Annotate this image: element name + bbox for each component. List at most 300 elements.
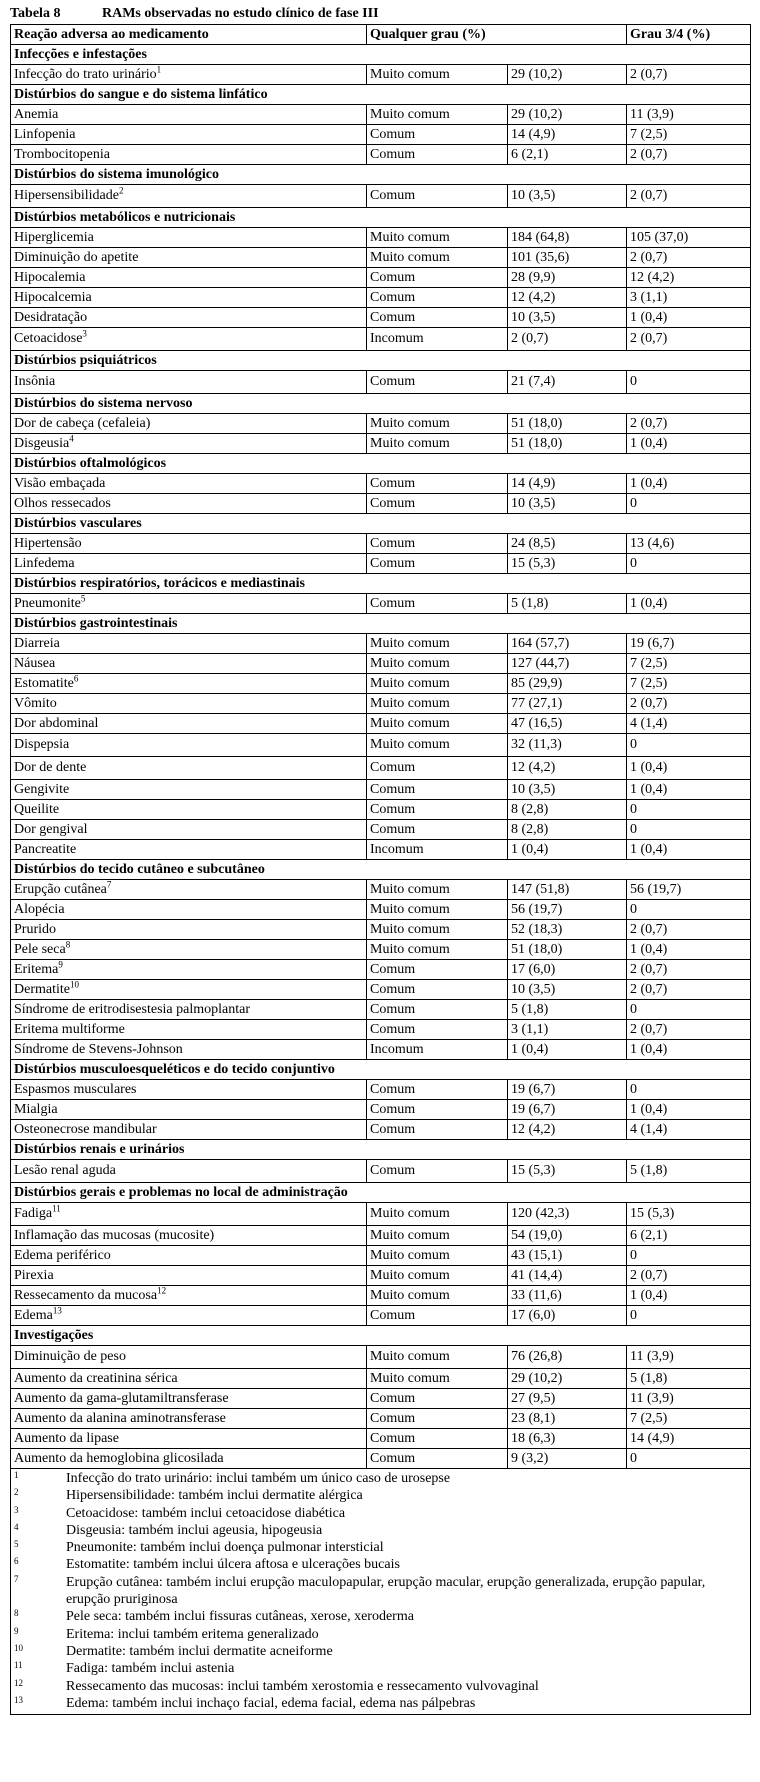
reaction-name: Hipocalcemia [14, 289, 92, 305]
reaction-cell [11, 594, 367, 614]
reaction-cell [11, 1040, 367, 1060]
reaction-name: Edema periférico [14, 1247, 111, 1263]
footnote [14, 1695, 747, 1712]
frequency-cell: Incomum [367, 1040, 508, 1060]
table-row [11, 1040, 751, 1060]
footnote-ref: 4 [69, 433, 74, 443]
any-grade-cell: 29 (10,2) [508, 105, 627, 125]
footnote [14, 1470, 747, 1487]
table-row [11, 757, 751, 780]
frequency-cell: Muito comum [367, 248, 508, 268]
frequency-cell: Muito comum [367, 1246, 508, 1266]
table-caption [10, 4, 760, 24]
section-row [11, 165, 751, 185]
section-row [11, 1326, 751, 1346]
grade-3-4-cell: 0 [627, 820, 751, 840]
footnote-number: 1 [14, 1470, 19, 1480]
footnote [14, 1660, 747, 1677]
reaction-name: Diarreia [14, 635, 60, 651]
table-row [11, 820, 751, 840]
grade-3-4-cell: 2 (0,7) [627, 1266, 751, 1286]
frequency-cell: Comum [367, 1389, 508, 1409]
reaction-cell [11, 654, 367, 674]
reaction-cell [11, 734, 367, 757]
frequency-cell: Comum [367, 594, 508, 614]
reaction-cell [11, 474, 367, 494]
frequency-cell: Muito comum [367, 734, 508, 757]
reaction-cell [11, 757, 367, 780]
reaction-cell [11, 1409, 367, 1429]
frequency-cell: Comum [367, 288, 508, 308]
header-reaction: Reação adversa ao medicamento [11, 25, 367, 45]
reaction-name: Eritema [14, 961, 59, 977]
footnote-text: Hipersensibilidade: também inclui dermatite alérgica [66, 1488, 363, 1504]
grade-3-4-cell: 7 (2,5) [627, 674, 751, 694]
frequency-cell: Comum [367, 494, 508, 514]
table-row [11, 434, 751, 454]
grade-3-4-cell: 13 (4,6) [627, 534, 751, 554]
reaction-name: Vômito [14, 695, 57, 711]
grade-3-4-cell: 7 (2,5) [627, 1409, 751, 1429]
grade-3-4-cell: 0 [627, 494, 751, 514]
frequency-cell: Comum [367, 1449, 508, 1469]
reaction-name: Gengivite [14, 781, 70, 797]
any-grade-cell: 5 (1,8) [508, 1000, 627, 1020]
table-row [11, 65, 751, 85]
footnote-text: Eritema: inclui também eritema generalizado [66, 1626, 319, 1642]
reaction-name: Insônia [14, 374, 56, 389]
any-grade-cell: 10 (3,5) [508, 780, 627, 800]
table-row [11, 1246, 751, 1266]
reaction-cell [11, 185, 367, 208]
grade-3-4-cell: 0 [627, 734, 751, 757]
grade-3-4-cell: 1 (0,4) [627, 308, 751, 328]
table-row [11, 534, 751, 554]
table-row [11, 1369, 751, 1389]
any-grade-cell: 10 (3,5) [508, 308, 627, 328]
footnote-text: Fadiga: também inclui astenia [66, 1661, 235, 1677]
reaction-cell [11, 1306, 367, 1326]
any-grade-cell: 51 (18,0) [508, 414, 627, 434]
reaction-cell [11, 125, 367, 145]
reaction-name: Cetoacidose [14, 331, 83, 346]
reaction-cell [11, 534, 367, 554]
reaction-cell [11, 1160, 367, 1183]
any-grade-cell: 14 (4,9) [508, 474, 627, 494]
table-row [11, 1429, 751, 1449]
table-row [11, 1000, 751, 1020]
frequency-cell: Muito comum [367, 940, 508, 960]
table-row [11, 714, 751, 734]
frequency-cell: Comum [367, 1120, 508, 1140]
reaction-cell [11, 980, 367, 1000]
reaction-cell [11, 1100, 367, 1120]
table-row [11, 880, 751, 900]
reaction-cell [11, 960, 367, 980]
reaction-name: Espasmos musculares [14, 1081, 137, 1097]
reaction-cell [11, 674, 367, 694]
reaction-name: Anemia [14, 106, 59, 122]
any-grade-cell: 147 (51,8) [508, 880, 627, 900]
reaction-cell [11, 694, 367, 714]
footnote-text: Edema: também inclui inchaço facial, edema facial, edema nas pálpebras [66, 1695, 476, 1711]
frequency-cell: Comum [367, 371, 508, 394]
any-grade-cell: 8 (2,8) [508, 800, 627, 820]
reaction-cell [11, 371, 367, 394]
header-any-grade: Qualquer grau (%) [367, 25, 627, 45]
reaction-name: Alopécia [14, 901, 65, 917]
reaction-cell [11, 1080, 367, 1100]
frequency-cell: Comum [367, 757, 508, 780]
any-grade-cell: 184 (64,8) [508, 228, 627, 248]
table-row [11, 494, 751, 514]
table-row [11, 840, 751, 860]
footnote-text: Ressecamento das mucosas: inclui também xerostomia e ressecamento vulvovaginal [66, 1678, 539, 1694]
frequency-cell: Comum [367, 1429, 508, 1449]
footnote [14, 1626, 747, 1643]
grade-3-4-cell: 2 (0,7) [627, 248, 751, 268]
reaction-name: Diminuição de peso [14, 1349, 126, 1364]
section-row [11, 394, 751, 414]
footnote-text: Cetoacidose: também inclui cetoacidose diabética [66, 1505, 346, 1521]
grade-3-4-cell: 7 (2,5) [627, 654, 751, 674]
reaction-name: Fadiga [14, 1206, 53, 1221]
reaction-name: Osteonecrose mandibular [14, 1121, 157, 1137]
grade-3-4-cell: 1 (0,4) [627, 1286, 751, 1306]
table-row [11, 328, 751, 351]
any-grade-cell: 41 (14,4) [508, 1266, 627, 1286]
table-row [11, 308, 751, 328]
frequency-cell: Incomum [367, 328, 508, 351]
section-title: Distúrbios do sangue e do sistema linfático [11, 85, 751, 105]
frequency-cell: Muito comum [367, 694, 508, 714]
grade-3-4-cell: 2 (0,7) [627, 65, 751, 85]
footnote-ref: 12 [157, 1285, 167, 1295]
any-grade-cell: 12 (4,2) [508, 288, 627, 308]
footnote [14, 1505, 747, 1522]
section-row [11, 454, 751, 474]
footnote-number: 4 [14, 1521, 19, 1532]
reaction-name: Estomatite [14, 675, 74, 691]
table-row [11, 228, 751, 248]
reaction-cell [11, 820, 367, 840]
footnote-number: 8 [14, 1608, 19, 1619]
section-row [11, 1060, 751, 1080]
table-row [11, 694, 751, 714]
frequency-cell: Comum [367, 1160, 508, 1183]
reaction-name: Prurido [14, 921, 56, 937]
grade-3-4-cell: 2 (0,7) [627, 328, 751, 351]
any-grade-cell: 15 (5,3) [508, 554, 627, 574]
reaction-cell [11, 920, 367, 940]
any-grade-cell: 1 (0,4) [508, 840, 627, 860]
footnote-ref: 1 [156, 64, 162, 74]
reaction-cell [11, 308, 367, 328]
grade-3-4-cell: 2 (0,7) [627, 414, 751, 434]
reaction-cell [11, 414, 367, 434]
table-row [11, 1346, 751, 1369]
any-grade-cell: 76 (26,8) [508, 1346, 627, 1369]
reaction-cell [11, 65, 367, 85]
frequency-cell: Muito comum [367, 105, 508, 125]
table-row [11, 594, 751, 614]
grade-3-4-cell: 1 (0,4) [627, 594, 751, 614]
frequency-cell: Muito comum [367, 1266, 508, 1286]
table-row [11, 1080, 751, 1100]
table-row [11, 1203, 751, 1226]
reaction-cell [11, 1226, 367, 1246]
footnote-text: Disgeusia: também inclui ageusia, hipogeusia [66, 1522, 323, 1538]
table-row [11, 248, 751, 268]
grade-3-4-cell: 2 (0,7) [627, 980, 751, 1000]
frequency-cell: Comum [367, 1306, 508, 1326]
any-grade-cell: 54 (19,0) [508, 1226, 627, 1246]
grade-3-4-cell: 6 (2,1) [627, 1226, 751, 1246]
frequency-cell: Muito comum [367, 65, 508, 85]
frequency-cell: Muito comum [367, 880, 508, 900]
adverse-reactions-table [10, 24, 751, 1715]
reaction-cell [11, 1000, 367, 1020]
footnotes-row [11, 1469, 751, 1715]
reaction-name: Aumento da lipase [14, 1430, 119, 1446]
table-row [11, 1226, 751, 1246]
any-grade-cell: 29 (10,2) [508, 1369, 627, 1389]
section-title: Distúrbios respiratórios, torácicos e mediastinais [11, 574, 751, 594]
grade-3-4-cell: 7 (2,5) [627, 125, 751, 145]
table-row [11, 145, 751, 165]
section-title: Distúrbios gastrointestinais [11, 614, 751, 634]
footnote-number: 6 [14, 1556, 19, 1567]
footnote-ref: 13 [52, 1305, 62, 1315]
footnote-ref: 2 [118, 185, 124, 196]
reaction-name: Dispepsia [14, 737, 70, 752]
grade-3-4-cell: 1 (0,4) [627, 1100, 751, 1120]
section-title: Distúrbios metabólicos e nutricionais [11, 208, 751, 228]
frequency-cell: Muito comum [367, 434, 508, 454]
reaction-name: Síndrome de eritrodisestesia palmoplantar [14, 1001, 250, 1017]
any-grade-cell: 9 (3,2) [508, 1449, 627, 1469]
grade-3-4-cell: 0 [627, 1306, 751, 1326]
reaction-name: Dermatite [14, 981, 70, 997]
footnote-number: 2 [14, 1487, 19, 1498]
table-row [11, 1266, 751, 1286]
grade-3-4-cell: 0 [627, 1449, 751, 1469]
reaction-name: Ressecamento da mucosa [14, 1287, 158, 1303]
any-grade-cell: 5 (1,8) [508, 594, 627, 614]
reaction-cell [11, 1449, 367, 1469]
footnote [14, 1556, 747, 1573]
reaction-name: Olhos ressecados [14, 495, 111, 511]
frequency-cell: Muito comum [367, 228, 508, 248]
reaction-cell [11, 434, 367, 454]
any-grade-cell: 24 (8,5) [508, 534, 627, 554]
grade-3-4-cell: 1 (0,4) [627, 940, 751, 960]
any-grade-cell: 10 (3,5) [508, 185, 627, 208]
grade-3-4-cell: 0 [627, 371, 751, 394]
reaction-cell [11, 714, 367, 734]
reaction-name: Edema [14, 1307, 53, 1323]
grade-3-4-cell: 1 (0,4) [627, 434, 751, 454]
frequency-cell: Muito comum [367, 1203, 508, 1226]
any-grade-cell: 27 (9,5) [508, 1389, 627, 1409]
footnote-text: Pele seca: também inclui fissuras cutâneas, xerose, xeroderma [66, 1609, 414, 1625]
grade-3-4-cell: 11 (3,9) [627, 1346, 751, 1369]
reaction-name: Dor de cabeça (cefaleia) [14, 415, 151, 431]
reaction-cell [11, 840, 367, 860]
section-row [11, 85, 751, 105]
footnote-ref: 3 [82, 328, 87, 339]
table-row [11, 1160, 751, 1183]
reaction-name: Visão embaçada [14, 475, 106, 491]
reaction-cell [11, 634, 367, 654]
footnote [14, 1539, 747, 1556]
reaction-cell [11, 940, 367, 960]
reaction-name: Aumento da creatinina sérica [14, 1370, 178, 1386]
footnote-text: Erupção cutânea: também inclui erupção maculopapular, erupção macular, erupção generalizada, erupção papular, erupção pruriginosa [66, 1574, 706, 1608]
reaction-name: Pele seca [14, 941, 66, 957]
table-row [11, 1409, 751, 1429]
reaction-name: Linfopenia [14, 126, 76, 142]
footnote [14, 1608, 747, 1625]
grade-3-4-cell: 14 (4,9) [627, 1429, 751, 1449]
reaction-name: Queilite [14, 801, 60, 817]
any-grade-cell: 85 (29,9) [508, 674, 627, 694]
any-grade-cell: 12 (4,2) [508, 1120, 627, 1140]
frequency-cell: Comum [367, 980, 508, 1000]
any-grade-cell: 17 (6,0) [508, 1306, 627, 1326]
header-grade-3-4: Grau 3/4 (%) [627, 25, 751, 45]
frequency-cell: Comum [367, 1000, 508, 1020]
table-row [11, 940, 751, 960]
frequency-cell: Comum [367, 308, 508, 328]
section-title: Distúrbios do tecido cutâneo e subcutâneo [11, 860, 751, 880]
any-grade-cell: 3 (1,1) [508, 1020, 627, 1040]
any-grade-cell: 19 (6,7) [508, 1100, 627, 1120]
grade-3-4-cell: 2 (0,7) [627, 145, 751, 165]
reaction-name: Mialgia [14, 1101, 58, 1117]
reaction-cell [11, 494, 367, 514]
section-row [11, 860, 751, 880]
table-row [11, 105, 751, 125]
reaction-name: Náusea [14, 655, 56, 671]
table-row [11, 185, 751, 208]
table-row [11, 1286, 751, 1306]
grade-3-4-cell: 4 (1,4) [627, 714, 751, 734]
footnote-number: 10 [14, 1642, 23, 1653]
frequency-cell: Comum [367, 268, 508, 288]
footnote [14, 1643, 747, 1660]
reaction-name: Linfedema [14, 555, 75, 571]
footnote-ref: 5 [80, 593, 86, 603]
frequency-cell: Comum [367, 1020, 508, 1040]
reaction-name: Síndrome de Stevens-Johnson [14, 1041, 183, 1057]
footnote-number: 9 [14, 1625, 19, 1636]
grade-3-4-cell: 2 (0,7) [627, 694, 751, 714]
frequency-cell: Comum [367, 474, 508, 494]
any-grade-cell: 120 (42,3) [508, 1203, 627, 1226]
reaction-cell [11, 1120, 367, 1140]
frequency-cell: Muito comum [367, 1369, 508, 1389]
grade-3-4-cell: 1 (0,4) [627, 1040, 751, 1060]
reaction-cell [11, 880, 367, 900]
grade-3-4-cell: 105 (37,0) [627, 228, 751, 248]
table-row [11, 900, 751, 920]
grade-3-4-cell: 0 [627, 1080, 751, 1100]
reaction-cell [11, 1246, 367, 1266]
section-row [11, 1140, 751, 1160]
reaction-name: Pneumonite [14, 595, 81, 611]
any-grade-cell: 52 (18,3) [508, 920, 627, 940]
frequency-cell: Comum [367, 125, 508, 145]
table-row [11, 1306, 751, 1326]
reaction-cell [11, 1020, 367, 1040]
reaction-name: Lesão renal aguda [14, 1163, 116, 1178]
footnote [14, 1522, 747, 1539]
reaction-cell [11, 900, 367, 920]
frequency-cell: Muito comum [367, 634, 508, 654]
section-row [11, 208, 751, 228]
grade-3-4-cell: 1 (0,4) [627, 780, 751, 800]
table-row [11, 920, 751, 940]
section-row [11, 514, 751, 534]
section-row [11, 614, 751, 634]
frequency-cell: Comum [367, 534, 508, 554]
any-grade-cell: 21 (7,4) [508, 371, 627, 394]
any-grade-cell: 17 (6,0) [508, 960, 627, 980]
any-grade-cell: 51 (18,0) [508, 434, 627, 454]
reaction-name: Aumento da hemoglobina glicosilada [14, 1450, 224, 1466]
footnote-ref: 8 [65, 939, 71, 949]
table-row [11, 780, 751, 800]
grade-3-4-cell: 11 (3,9) [627, 105, 751, 125]
any-grade-cell: 15 (5,3) [508, 1160, 627, 1183]
grade-3-4-cell: 15 (5,3) [627, 1203, 751, 1226]
footnote-text: Estomatite: também inclui úlcera aftosa e ulcerações bucais [66, 1557, 400, 1573]
any-grade-cell: 43 (15,1) [508, 1246, 627, 1266]
reaction-cell [11, 248, 367, 268]
table-number: Tabela 8 [10, 6, 61, 21]
frequency-cell: Muito comum [367, 1346, 508, 1369]
footnote [14, 1678, 747, 1695]
footnotes-cell [11, 1469, 751, 1715]
reaction-name: Dor abdominal [14, 715, 99, 731]
footnote-ref: 9 [58, 959, 63, 969]
table-row [11, 288, 751, 308]
frequency-cell: Muito comum [367, 920, 508, 940]
any-grade-cell: 18 (6,3) [508, 1429, 627, 1449]
grade-3-4-cell: 2 (0,7) [627, 1020, 751, 1040]
frequency-cell: Comum [367, 820, 508, 840]
table-row [11, 1020, 751, 1040]
footnote-ref: 10 [69, 979, 79, 989]
any-grade-cell: 32 (11,3) [508, 734, 627, 757]
section-row [11, 1183, 751, 1203]
grade-3-4-cell: 2 (0,7) [627, 960, 751, 980]
table-title: RAMs observadas no estudo clínico de fase III [102, 6, 379, 21]
section-title: Distúrbios oftalmológicos [11, 454, 751, 474]
footnote-number: 12 [14, 1677, 23, 1688]
table-row [11, 414, 751, 434]
any-grade-cell: 47 (16,5) [508, 714, 627, 734]
reaction-cell [11, 1429, 367, 1449]
frequency-cell: Comum [367, 1409, 508, 1429]
reaction-cell [11, 1389, 367, 1409]
grade-3-4-cell: 1 (0,4) [627, 757, 751, 780]
footnote-ref: 7 [106, 879, 112, 889]
table-row [11, 654, 751, 674]
table-row [11, 474, 751, 494]
grade-3-4-cell: 1 (0,4) [627, 474, 751, 494]
